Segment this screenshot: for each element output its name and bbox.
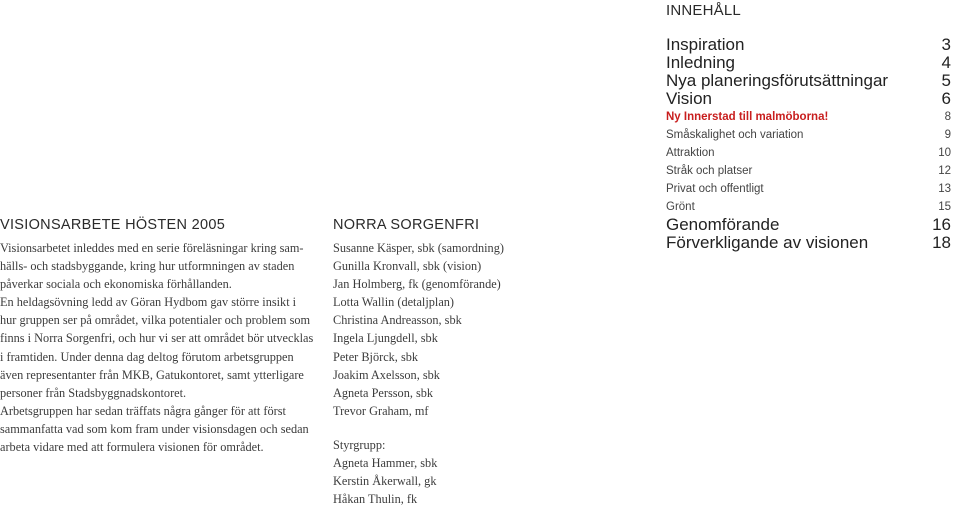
toc-entry-label: Stråk och platser <box>666 165 753 177</box>
body-line: även representanter från MKB, Gatukontoret, samt ytterligare <box>0 367 304 382</box>
middle-column <box>333 217 563 508</box>
toc-entry-label: Attraktion <box>666 147 715 159</box>
body-line: En heldagsövning ledd av Göran Hydbom gav större insikt i <box>0 295 297 310</box>
staff-member: Gunilla Kronvall, sbk (vision) <box>333 259 482 274</box>
steering-group <box>333 436 563 508</box>
staff-member: Joakim Axelsson, sbk <box>333 367 440 382</box>
steering-member: Håkan Thulin, fk <box>333 492 418 507</box>
staff-member: Christina Andreasson, sbk <box>333 313 462 328</box>
toc-entry-page: 5 <box>941 71 951 90</box>
toc-entry-page: 15 <box>938 201 951 213</box>
table-of-contents <box>666 36 951 252</box>
toc-entry-label: Inspiration <box>666 35 745 54</box>
toc-entry[interactable] <box>666 90 951 108</box>
body-line: sammanfatta vad som kom fram under visionsdagen och sedan <box>0 421 309 436</box>
body-line: hälls- och stadsbyggande, kring hur utformningen av staden <box>0 259 295 274</box>
body-line: personer från Stadsbyggnadskontoret. <box>0 385 187 400</box>
staff-member: Peter Björck, sbk <box>333 349 419 364</box>
toc-entry-page: 6 <box>941 89 951 108</box>
toc-entry[interactable] <box>666 72 951 90</box>
staff-list <box>333 239 563 420</box>
toc-header: INNEHÅLL <box>666 2 741 19</box>
toc-entry-label: Privat och offentligt <box>666 183 764 195</box>
body-line: påverkar sociala och ekonomiska förhållanden. <box>0 277 232 292</box>
body-line: Visionsarbetet inleddes med en serie föreläsningar kring sam- <box>0 241 304 255</box>
toc-entry-page: 9 <box>944 129 951 141</box>
toc-entry-label: Grönt <box>666 201 695 213</box>
toc-entry-page: 13 <box>938 183 951 195</box>
toc-entry-label: Förverkligande av visionen <box>666 233 869 252</box>
steering-label: Styrgrupp: <box>333 437 386 452</box>
left-section-title: VISIONSARBETE HÖSTEN 2005 <box>0 217 226 233</box>
steering-member: Kerstin Åkerwall, gk <box>333 474 437 489</box>
toc-entry-page: 8 <box>944 111 951 123</box>
toc-entry[interactable] <box>666 54 951 72</box>
toc-entry[interactable] <box>666 216 951 234</box>
left-column <box>0 217 318 456</box>
toc-entry-label: Genomförande <box>666 215 780 234</box>
toc-entry-page: 10 <box>938 147 951 159</box>
toc-subentry[interactable] <box>666 162 951 180</box>
staff-member: Trevor Graham, mf <box>333 403 429 418</box>
body-line: arbeta vidare med att formulera visionen för området. <box>0 440 264 455</box>
staff-member: Lotta Wallin (detaljplan) <box>333 295 455 310</box>
toc-entry[interactable] <box>666 234 951 252</box>
left-body-text <box>0 239 318 456</box>
body-line: hur gruppen ser på området, vilka potentialer och problem som <box>0 313 311 328</box>
toc-entry-label: Vision <box>666 89 712 108</box>
body-line: Arbetsgruppen har sedan träffats några gånger för att först <box>0 403 286 418</box>
staff-member: Ingela Ljungdell, sbk <box>333 331 438 346</box>
body-line: finns i Norra Sorgenfri, och hur vi ser att området bör utvecklas <box>0 331 314 346</box>
toc-entry-label: Småskalighet och variation <box>666 129 804 141</box>
toc-entry-page: 18 <box>932 233 951 252</box>
toc-entry-page: 12 <box>938 165 951 177</box>
toc-entry-page: 3 <box>941 35 951 54</box>
steering-member: Agneta Hammer, sbk <box>333 456 438 471</box>
toc-entry-page: 16 <box>932 215 951 234</box>
toc-entry-label: Ny Innerstad till malmöborna! <box>666 111 829 123</box>
toc-entry-label: Nya planeringsförutsättningar <box>666 71 889 90</box>
staff-member: Jan Holmberg, fk (genomförande) <box>333 277 501 292</box>
toc-subentry[interactable] <box>666 126 951 144</box>
toc-entry-label: Inledning <box>666 53 736 72</box>
toc-subentry[interactable] <box>666 198 951 216</box>
staff-member: Susanne Käsper, sbk (samordning) <box>333 241 504 255</box>
toc-entry-page: 4 <box>941 53 951 72</box>
toc-subentry[interactable] <box>666 180 951 198</box>
body-line: i framtiden. Under denna dag deltog förutom arbetsgruppen <box>0 349 294 364</box>
middle-section-title: NORRA SORGENFRI <box>333 217 480 233</box>
toc-entry-highlight[interactable] <box>666 108 951 126</box>
toc-subentry[interactable] <box>666 144 951 162</box>
staff-member: Agneta Persson, sbk <box>333 385 434 400</box>
toc-entry[interactable] <box>666 36 951 54</box>
